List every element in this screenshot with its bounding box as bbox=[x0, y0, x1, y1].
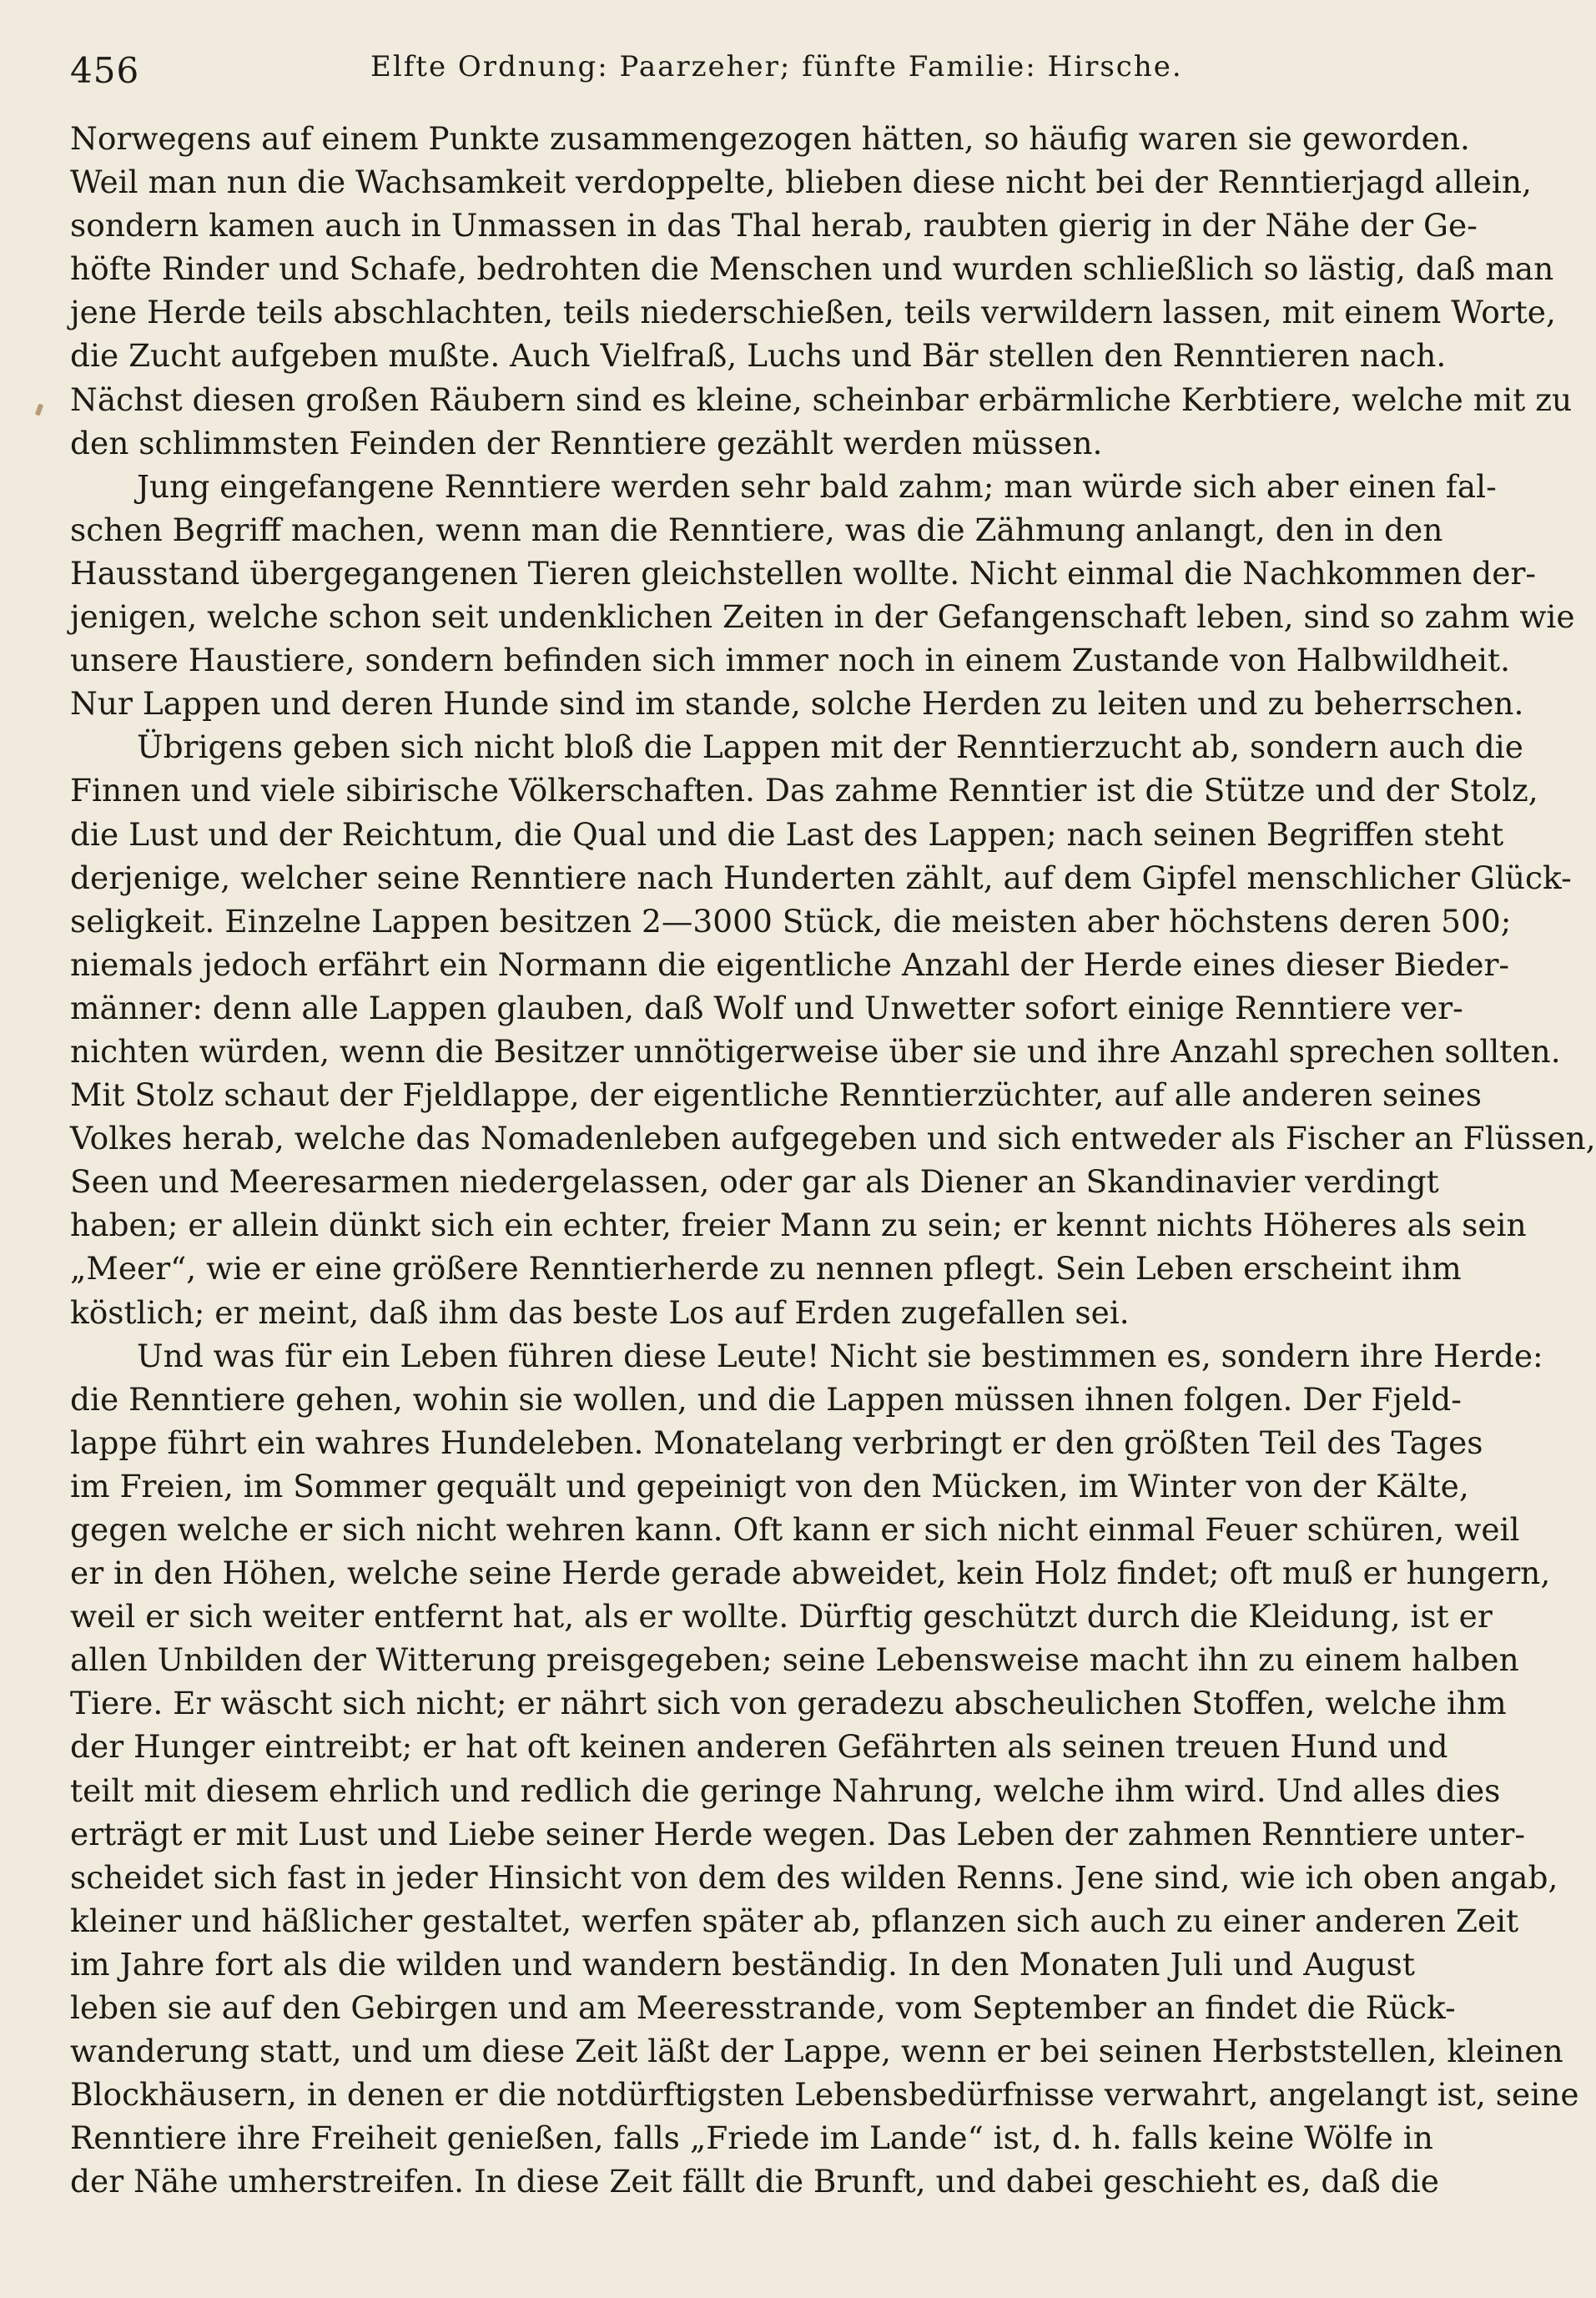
text-line: seligkeit. Einzelne Lappen besitzen 2—3000 Stück, die meisten aber höchstens deren 500; bbox=[70, 902, 1512, 940]
text-line: Tiere. Er wäscht sich nicht; er nährt sich von geradezu abscheulichen Stoffen, welche ihm bbox=[70, 1685, 1507, 1722]
text-line: Seen und Meeresarmen niedergelassen, oder gar als Diener an Skandinavier verdingt bbox=[70, 1163, 1439, 1201]
text-line: haben; er allein dünkt sich ein echter, freier Mann zu sein; er kennt nichts Höheres als sein bbox=[70, 1207, 1527, 1244]
text-line: „Meer“, wie er eine größere Renntierherde zu nennen pflegt. Sein Leben erscheint ihm bbox=[70, 1250, 1462, 1288]
text-line: schen Begriff machen, wenn man die Renntiere, was die Zähmung anlangt, den in den bbox=[70, 511, 1443, 548]
page-number: 456 bbox=[70, 50, 140, 91]
text-line: höfte Rinder und Schafe, bedrohten die Menschen und wurden schließlich so lästig, daß man bbox=[70, 250, 1554, 288]
text-line: Übrigens geben sich nicht bloß die Lappen mit der Renntierzucht ab, sondern auch die bbox=[137, 728, 1523, 766]
text-line: Norwegens auf einem Punkte zusammengezogen hätten, so häufig waren sie geworden. bbox=[70, 120, 1470, 157]
text-line: gegen welche er sich nicht wehren kann. Oft kann er sich nicht einmal Feuer schüren, weil bbox=[70, 1511, 1520, 1548]
text-line: Blockhäusern, in denen er die notdürftigsten Lebensbedürfnisse verwahrt, angelangt ist, seine bbox=[70, 2076, 1579, 2114]
text-line: Hausstand übergegangenen Tieren gleichstellen wollte. Nicht einmal die Nachkommen der- bbox=[70, 554, 1537, 592]
text-line: jene Herde teils abschlachten, teils niederschießen, teils verwildern lassen, mit einem Worte, bbox=[70, 294, 1556, 331]
text-line: kleiner und häßlicher gestaltet, werfen später ab, pflanzen sich auch zu einer anderen Zeit bbox=[70, 1902, 1519, 1939]
text-line: Nächst diesen großen Räubern sind es kleine, scheinbar erbärmliche Kerbtiere, welche mit zu bbox=[70, 380, 1573, 418]
text-line: wanderung statt, und um diese Zeit läßt der Lappe, wenn er bei seinen Herbststellen, kleinen bbox=[70, 2033, 1563, 2070]
text-line: leben sie auf den Gebirgen und am Meeresstrande, vom September an findet die Rück- bbox=[70, 1989, 1456, 2027]
text-line: weil er sich weiter entfernt hat, als er wollte. Dürftig geschützt durch die Kleidung, ist er bbox=[70, 1598, 1493, 1635]
text-line: sondern kamen auch in Unmassen in das Thal herab, raubten gierig in der Nähe der Ge- bbox=[70, 207, 1478, 244]
text-line: Volkes herab, welche das Nomadenleben aufgegeben und sich entweder als Fischer an Flüssen, bbox=[70, 1120, 1596, 1157]
text-line: im Freien, im Sommer gequält und gepeinigt von den Mücken, im Winter von der Kälte, bbox=[70, 1467, 1469, 1504]
text-line: männer: denn alle Lappen glauben, daß Wolf und Unwetter sofort einige Renntiere ver- bbox=[70, 989, 1463, 1026]
text-line: er in den Höhen, welche seine Herde gerade abweidet, kein Holz findet; oft muß er hungern, bbox=[70, 1555, 1551, 1592]
text-line: Mit Stolz schaut der Fjeldlappe, der eigentliche Renntierzüchter, auf alle anderen seines bbox=[70, 1076, 1483, 1114]
page-header bbox=[70, 43, 1405, 102]
margin-mark bbox=[35, 403, 43, 416]
text-line: scheidet sich fast in jeder Hinsicht von dem des wilden Renns. Jene sind, wie ich oben angab, bbox=[70, 1858, 1558, 1896]
text-line: Finnen und viele sibirische Völkerschaften. Das zahme Renntier ist die Stütze und der Stolz, bbox=[70, 772, 1538, 809]
text-line: Und was für ein Leben führen diese Leute! Nicht sie bestimmen es, sondern ihre Herde: bbox=[137, 1337, 1543, 1374]
text-line: Weil man nun die Wachsamkeit verdoppelte, blieben diese nicht bei der Renntierjagd allein, bbox=[70, 164, 1532, 201]
text-line: niemals jedoch erfährt ein Normann die eigentliche Anzahl der Herde eines dieser Bieder- bbox=[70, 945, 1510, 983]
text-line: der Hunger eintreibt; er hat oft keinen anderen Gefährten als seinen treuen Hund und bbox=[70, 1728, 1448, 1766]
text-line: Jung eingefangene Renntiere werden sehr bald zahm; man würde sich aber einen fal- bbox=[137, 467, 1497, 505]
text-line: im Jahre fort als die wilden und wandern beständig. In den Monaten Juli und August bbox=[70, 1945, 1415, 1983]
text-line: der Nähe umherstreifen. In diese Zeit fällt die Brunft, und dabei geschieht es, daß die bbox=[70, 2163, 1439, 2200]
text-line: lappe führt ein wahres Hundeleben. Monatelang verbringt er den größten Teil des Tages bbox=[70, 1424, 1483, 1461]
text-line: jenigen, welche schon seit undenklichen Zeiten in der Gefangenschaft leben, sind so zahm wie bbox=[70, 598, 1575, 636]
text-line: nichten würden, wenn die Besitzer unnötigerweise über sie und ihre Anzahl sprechen sollten. bbox=[70, 1032, 1561, 1070]
text-line: den schlimmsten Feinden der Renntiere gezählt werden müssen. bbox=[70, 424, 1103, 461]
text-line: Nur Lappen und deren Hunde sind im stande, solche Herden zu leiten und zu beherrschen. bbox=[70, 685, 1524, 723]
text-line: derjenige, welcher seine Renntiere nach Hunderten zählt, auf dem Gipfel menschlicher Glück- bbox=[70, 859, 1572, 896]
text-line: die Renntiere gehen, wohin sie wollen, und die Lappen müssen ihnen folgen. Der Fjeld- bbox=[70, 1380, 1462, 1418]
body-text bbox=[70, 117, 1596, 2204]
text-line: unsere Haustiere, sondern befinden sich immer noch in einem Zustande von Halbwildheit. bbox=[70, 642, 1511, 679]
text-line: allen Unbilden der Witterung preisgegeben; seine Lebensweise macht ihn zu einem halben bbox=[70, 1641, 1519, 1679]
text-line: die Zucht aufgeben mußte. Auch Vielfraß, Luchs und Bär stellen den Renntieren nach. bbox=[70, 337, 1447, 375]
text-line: erträgt er mit Lust und Liebe seiner Herde wegen. Das Leben der zahmen Renntiere unter- bbox=[70, 1815, 1526, 1852]
running-head: Elfte Ordnung: Paarzeher; fünfte Familie: Hirsche. bbox=[370, 50, 1183, 83]
text-line: köstlich; er meint, daß ihm das beste Los auf Erden zugefallen sei. bbox=[70, 1293, 1130, 1331]
text-line: teilt mit diesem ehrlich und redlich die geringe Nahrung, welche ihm wird. Und alles dies bbox=[70, 1771, 1501, 1809]
text-line: Renntiere ihre Freiheit genießen, falls „Friede im Lande“ ist, d. h. falls keine Wölfe in bbox=[70, 2119, 1433, 2157]
text-line: die Lust und der Reichtum, die Qual und die Last des Lappen; nach seinen Begriffen steht bbox=[70, 815, 1504, 853]
